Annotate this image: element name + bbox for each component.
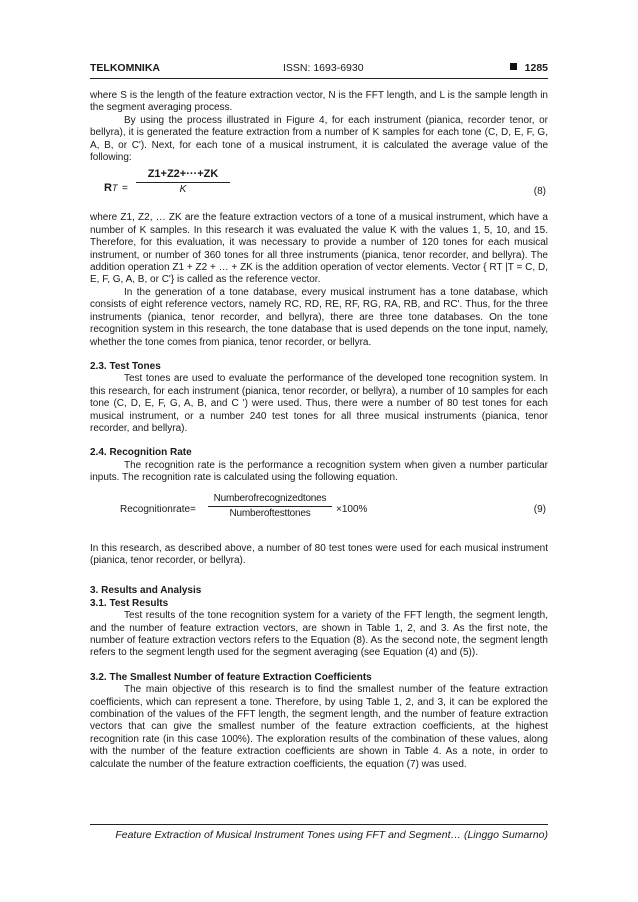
paragraph: Test tones are used to evaluate the performance of the developed tone recognition system. In this research, for each instrument (pianica, tenor recorder, or bellyra), a number of 10 samples for each tone (C, D, E, F, G, A, B, and C ') were used. Thus, there were a number of 80 test tones for each musical instrument, or a number 240 test tones for all three musical instruments (pianica, tenor recorder, and bellyra). (90, 373, 548, 434)
equation-8 (90, 168, 548, 212)
paragraph: By using the process illustrated in Figure 4, for each instrument (pianica, recorder tenor, or bellyra), it is generated the feature extraction from a number of K samples for each tone (C, D, E, F, G, A, B, or C'). Next, for each tone of a musical instrument, it is calculated the average value of the following: (90, 114, 548, 164)
equation-fraction (136, 168, 230, 196)
issn: ISSN: 1693-6930 (283, 62, 364, 74)
equation-numerator: Z1+Z2+···+ZK (136, 168, 230, 182)
equation-number: (9) (533, 503, 546, 515)
paragraph: where S is the length of the feature extraction vector, N is the FFT length, and L is the sample length in the segment averaging process. (90, 90, 548, 114)
equation-denominator: K (179, 183, 187, 195)
paragraph: In the generation of a tone database, every musical instrument has a tone database, which consists of eight reference vectors, namely RC, RD, RE, RF, RG, RA, RB, and RC'. Thus, for the three instruments (pianica, tenor recorder, and bellyra), there are three tone databases. On the tone recognition system in this research, the tone database that is used depends on the tone input, namely, whether the tone comes from pianica, tenor recorder, or bellyra. (90, 286, 548, 348)
equation-fraction (208, 493, 332, 521)
section-heading: 2.3. Test Tones (90, 360, 161, 372)
equation-denominator: Numberoftesttones (229, 507, 311, 519)
paragraph: The main objective of this research is to find the smallest number of the feature extraction coefficients, which can represent a tone. Therefore, by using Table 1, 2, and 3, it can be explored the combination of the values of the FFT length, the segment length, and the number of feature extraction vectors that can give the smallest number of the feature extraction coefficients, at the highest recognition rate (in this case 100%). The exploration results of the combination of these values, along with the number of the feature extraction coefficients are shown in Table 4. As a note, in order to calculate the number of the feature extraction coefficients, the equation (7) was used. (90, 684, 548, 770)
page-footer: Feature Extraction of Musical Instrument Tones using FFT and Segment… (Linggo Sumarno) (90, 824, 548, 841)
equation-lhs: RT (104, 182, 118, 195)
journal-name: TELKOMNIKA (90, 62, 160, 74)
equation-tail: ×100% (336, 503, 368, 515)
section-heading: 3. Results and Analysis (90, 585, 202, 597)
subsection-heading: 3.1. Test Results (90, 597, 169, 609)
square-bullet-icon (510, 63, 517, 70)
equals-sign: = (122, 183, 128, 195)
subsection-heading: 3.2. The Smallest Number of feature Extraction Coefficients (90, 671, 372, 683)
equation-numerator: Numberofrecognizedtones (208, 493, 332, 507)
paragraph: Test results of the tone recognition system for a variety of the FFT length, the segment length, and the number of feature extraction vectors, are shown in Table 1, 2, and 3. As the first note, the number of feature extraction vectors refers to the Equation (8). As the second note, the segment length refers to the segment length used for the segment averaging (see Equation (4) and (5)). (90, 610, 548, 659)
page-number-block (510, 62, 548, 74)
equation-number: (8) (533, 186, 546, 198)
page-number: 1285 (524, 62, 548, 74)
paragraph: In this research, as described above, a number of 80 test tones were used for each musical instrument (pianica, tenor recorder, or bellyra). (90, 542, 548, 566)
paragraph: The recognition rate is the performance a recognition system when given a number particular inputs. The recognition rate is calculated using the following equation. (90, 459, 548, 484)
page-header (90, 62, 548, 79)
section-heading: 2.4. Recognition Rate (90, 447, 192, 459)
paragraph: where Z1, Z2, … ZK are the feature extraction vectors of a tone of a musical instrument, which have a number of K samples. In this research it was evaluated the value K with the values 1, 5, 10, and 15. Therefore, for this evaluation, it was necessary to provide a number of 120 tones for each musical instrument, or number of 360 tones for all three instruments (pianica, tenor recorder, and bellyra). The addition operation Z1 + Z2 + … + ZK is the addition operation of vector elements. Vector { RT |T = C, D, E, F, G, A, B, or C'} is called as the reference vector. (90, 212, 548, 286)
article-body (90, 90, 548, 771)
equation-lhs: Recognitionrate= (120, 503, 196, 515)
equation-9 (90, 493, 548, 531)
